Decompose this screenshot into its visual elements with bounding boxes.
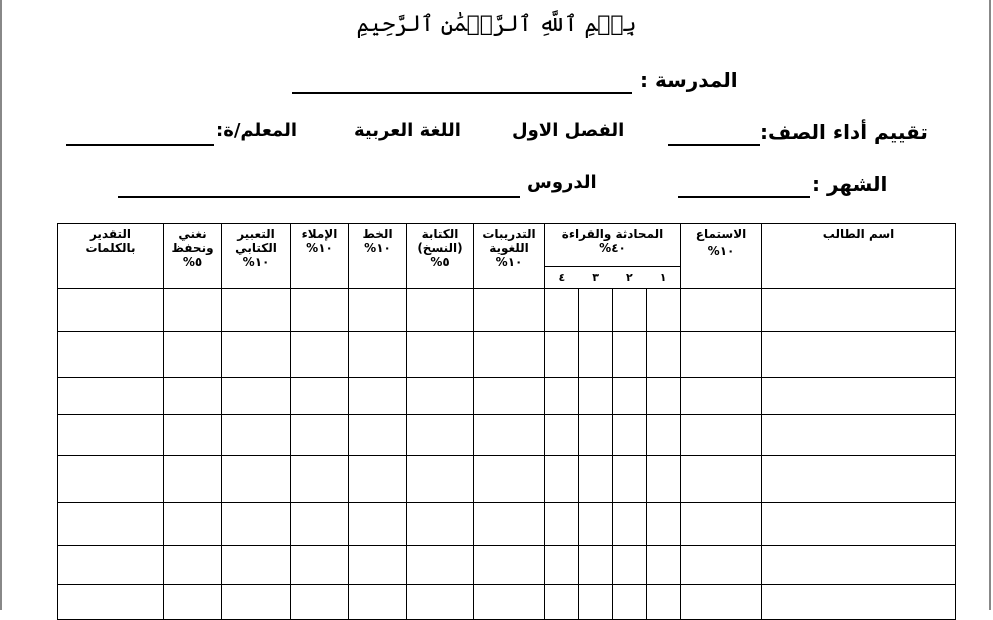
table-cell[interactable] xyxy=(349,332,407,378)
table-cell[interactable] xyxy=(681,415,762,456)
table-cell[interactable] xyxy=(291,415,349,456)
table-cell[interactable] xyxy=(164,289,222,332)
table-cell[interactable] xyxy=(647,415,681,456)
table-cell[interactable] xyxy=(545,415,579,456)
table-cell[interactable] xyxy=(222,585,291,620)
col-grade-words: التقدير بالكلمات xyxy=(58,224,164,289)
lessons-label: الدروس xyxy=(527,172,597,193)
table-cell[interactable] xyxy=(647,332,681,378)
table-cell[interactable] xyxy=(762,456,956,503)
table-cell[interactable] xyxy=(762,332,956,378)
table-cell[interactable] xyxy=(349,546,407,585)
table-cell[interactable] xyxy=(407,378,474,415)
table-cell[interactable] xyxy=(579,456,613,503)
table-cell[interactable] xyxy=(762,503,956,546)
table-cell[interactable] xyxy=(647,289,681,332)
table-cell[interactable] xyxy=(291,503,349,546)
table-cell[interactable] xyxy=(681,332,762,378)
table-cell[interactable] xyxy=(613,546,647,585)
speaking-sub-2: ٢ xyxy=(613,266,647,288)
school-label: المدرسة : xyxy=(640,68,738,92)
table-row xyxy=(58,332,956,378)
table-cell[interactable] xyxy=(222,378,291,415)
month-label: الشهر : xyxy=(812,172,888,196)
grade-label: تقييم أداء الصف: xyxy=(760,120,928,144)
table-cell[interactable] xyxy=(647,546,681,585)
table-cell[interactable] xyxy=(58,289,164,332)
table-cell[interactable] xyxy=(545,585,579,620)
table-cell[interactable] xyxy=(681,456,762,503)
table-cell[interactable] xyxy=(474,378,545,415)
table-cell[interactable] xyxy=(579,378,613,415)
table-cell[interactable] xyxy=(349,415,407,456)
table-cell[interactable] xyxy=(291,332,349,378)
table-cell[interactable] xyxy=(164,332,222,378)
table-cell[interactable] xyxy=(222,332,291,378)
table-cell[interactable] xyxy=(58,585,164,620)
table-cell[interactable] xyxy=(474,503,545,546)
speaking-sub-1: ١ xyxy=(646,266,680,288)
term-label: الفصل الاول xyxy=(512,120,625,141)
table-cell[interactable] xyxy=(349,378,407,415)
table-cell[interactable] xyxy=(349,503,407,546)
table-cell[interactable] xyxy=(222,289,291,332)
table-cell[interactable] xyxy=(681,503,762,546)
table-cell[interactable] xyxy=(579,585,613,620)
table-cell[interactable] xyxy=(474,332,545,378)
table-cell[interactable] xyxy=(164,503,222,546)
table-cell[interactable] xyxy=(579,289,613,332)
table-row xyxy=(58,415,956,456)
table-cell[interactable] xyxy=(349,456,407,503)
table-cell[interactable] xyxy=(681,378,762,415)
month-fill-line xyxy=(678,196,810,198)
table-cell[interactable] xyxy=(58,503,164,546)
header-row xyxy=(58,224,956,289)
table-cell[interactable] xyxy=(545,332,579,378)
table-cell[interactable] xyxy=(407,546,474,585)
table-cell[interactable] xyxy=(407,289,474,332)
table-cell[interactable] xyxy=(291,456,349,503)
page-edge-left xyxy=(0,0,2,610)
table-cell[interactable] xyxy=(58,332,164,378)
table-cell[interactable] xyxy=(349,585,407,620)
table-row xyxy=(58,456,956,503)
table-cell[interactable] xyxy=(58,456,164,503)
table-cell[interactable] xyxy=(474,456,545,503)
table-cell[interactable] xyxy=(579,503,613,546)
table-cell[interactable] xyxy=(291,546,349,585)
table-cell[interactable] xyxy=(613,585,647,620)
table-cell[interactable] xyxy=(407,503,474,546)
table-cell[interactable] xyxy=(613,456,647,503)
table-cell[interactable] xyxy=(681,546,762,585)
col-speaking-reading: المحادثة والقراءة ٤٠% ١ ٢ ٣ ٤ xyxy=(545,224,681,289)
table-cell[interactable] xyxy=(474,546,545,585)
table-cell[interactable] xyxy=(545,289,579,332)
basmala: بِسۡمِ ٱللَّهِ ٱلرَّحۡمَٰنِ ٱلرَّحِيمِ xyxy=(356,12,637,37)
col-sing-memorize: نغني ونحفظ ٥% xyxy=(164,224,222,289)
table-cell[interactable] xyxy=(613,332,647,378)
table-cell[interactable] xyxy=(681,585,762,620)
col-dictation: الإملاء ١٠% xyxy=(291,224,349,289)
table-cell[interactable] xyxy=(762,415,956,456)
table-cell[interactable] xyxy=(762,378,956,415)
col-calligraphy: الخط ١٠% xyxy=(349,224,407,289)
assessment-table xyxy=(57,223,956,620)
speaking-sub-3: ٣ xyxy=(579,266,613,288)
table-cell[interactable] xyxy=(222,503,291,546)
speaking-subheader xyxy=(545,266,680,288)
table-cell[interactable] xyxy=(407,415,474,456)
teacher-fill-line xyxy=(66,144,214,146)
table-cell[interactable] xyxy=(407,456,474,503)
subject-label: اللغة العربية xyxy=(354,120,461,141)
table-cell[interactable] xyxy=(222,415,291,456)
table-row xyxy=(58,289,956,332)
table-cell[interactable] xyxy=(222,546,291,585)
table-cell[interactable] xyxy=(545,456,579,503)
table-cell[interactable] xyxy=(762,585,956,620)
table-cell[interactable] xyxy=(474,585,545,620)
table-cell[interactable] xyxy=(164,456,222,503)
table-cell[interactable] xyxy=(579,415,613,456)
table-cell[interactable] xyxy=(164,415,222,456)
table-cell[interactable] xyxy=(474,289,545,332)
table-cell[interactable] xyxy=(647,503,681,546)
table-cell[interactable] xyxy=(545,546,579,585)
table-cell[interactable] xyxy=(164,585,222,620)
table-row xyxy=(58,503,956,546)
school-fill-line xyxy=(292,92,632,94)
teacher-label: المعلم/ة: xyxy=(216,120,298,141)
table-cell[interactable] xyxy=(58,415,164,456)
table-cell[interactable] xyxy=(647,456,681,503)
table-cell[interactable] xyxy=(613,289,647,332)
table-cell[interactable] xyxy=(681,289,762,332)
table-cell[interactable] xyxy=(222,456,291,503)
table-cell[interactable] xyxy=(474,415,545,456)
table-cell[interactable] xyxy=(762,546,956,585)
table-cell[interactable] xyxy=(545,378,579,415)
col-writing-copying: الكتابة (النسخ) ٥% xyxy=(407,224,474,289)
table-cell[interactable] xyxy=(613,415,647,456)
table-cell[interactable] xyxy=(291,585,349,620)
table-cell[interactable] xyxy=(647,585,681,620)
col-written-composition: التعبير الكتابي ١٠% xyxy=(222,224,291,289)
table-row xyxy=(58,585,956,620)
grade-fill-line xyxy=(668,144,760,146)
table-row xyxy=(58,546,956,585)
table-cell[interactable] xyxy=(613,503,647,546)
table-row xyxy=(58,378,956,415)
table-cell[interactable] xyxy=(613,378,647,415)
table-cell[interactable] xyxy=(762,289,956,332)
table-cell[interactable] xyxy=(545,503,579,546)
table-cell[interactable] xyxy=(291,378,349,415)
table-cell[interactable] xyxy=(58,378,164,415)
col-language-exercises: التدريبات اللغوية ١٠% xyxy=(474,224,545,289)
table-cell[interactable] xyxy=(647,378,681,415)
table-cell[interactable] xyxy=(579,546,613,585)
table-cell[interactable] xyxy=(291,289,349,332)
col-student-name: اسم الطالب xyxy=(762,224,956,289)
table-cell[interactable] xyxy=(164,378,222,415)
page-edge-right xyxy=(989,0,991,610)
table-cell[interactable] xyxy=(407,332,474,378)
col-listening: الاستماع ١٠% xyxy=(681,224,762,289)
table-cell[interactable] xyxy=(164,546,222,585)
lessons-fill-line xyxy=(118,196,520,198)
table-cell[interactable] xyxy=(58,546,164,585)
speaking-sub-4: ٤ xyxy=(545,266,579,288)
table-cell[interactable] xyxy=(349,289,407,332)
table-cell[interactable] xyxy=(407,585,474,620)
table-cell[interactable] xyxy=(579,332,613,378)
